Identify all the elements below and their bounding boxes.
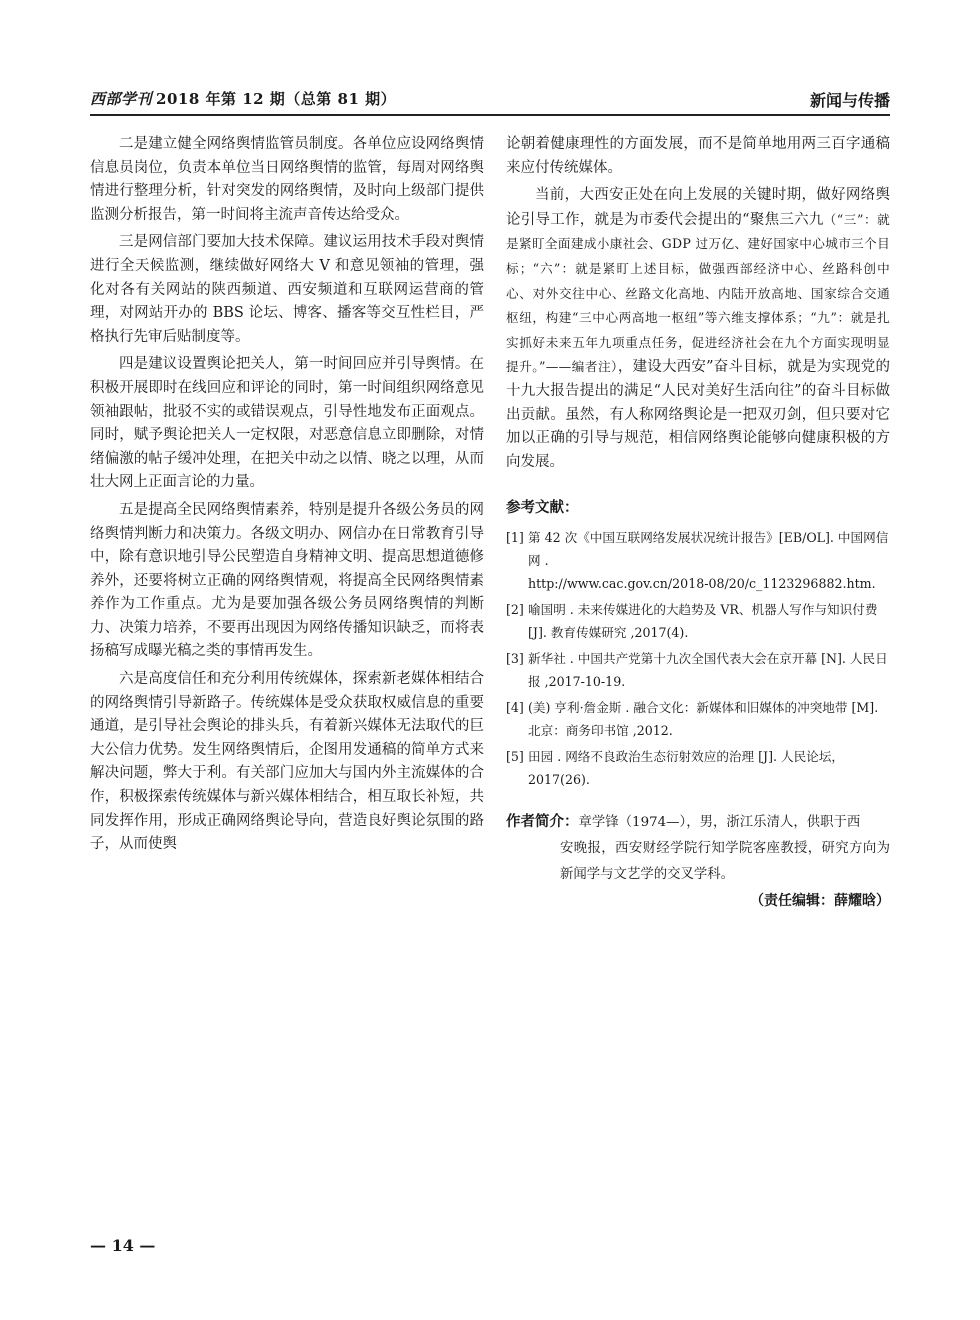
author-bio <box>506 809 890 888</box>
body-paragraph <box>506 184 890 474</box>
page-header <box>90 86 890 116</box>
reference-number: [2] <box>506 601 524 617</box>
issue-info: 2018 年第 12 期（总第 81 期） <box>156 90 397 108</box>
reference-number: [4] <box>506 699 524 715</box>
body-paragraph: 三是网信部门要加大技术保障。建议运用技术手段对舆情进行全天候监测，继续做好网络大 V 和意见领袖的管理，强化对各有关网站的陕西频道、西安频道和互联网运营商的管理，对网站开办的 BBS 论坛、博客、播客等交互性栏目，严格执行先审后贴制度等。 <box>90 234 484 345</box>
reference-text: 新华社 . 中国共产党第十九次全国代表大会在京开幕 [N]. 人民日报 ,2017-10-19. <box>528 650 888 689</box>
right-column <box>506 133 890 914</box>
paragraph-outro: ，建设大西安”奋斗目标，就是为实现党的十九大报告提出的满足“人民对美好生活向往”的奋斗目标做出贡献。虽然，有人称网络舆论是一把双刃剑，但只要对它加以正确的引导与规范，相信网络舆论能够向健康积极的方向发展。 <box>506 359 890 470</box>
left-column <box>90 133 484 861</box>
responsible-editor: （责任编辑：薛耀晗） <box>750 892 890 909</box>
body-paragraph: 六是高度信任和充分利用传统媒体，探索新老媒体相结合的网络舆情引导新路子。传统媒体是受众获取权威信息的重要通道，是引导社会舆论的排头兵，有着新兴媒体无法取代的巨大公信力优势。发生网络舆情后，企图用发通稿的简单方式来解决问题，弊大于利。有关部门应加大与国内外主流媒体的合作，积极探索传统媒体与新兴媒体相结合，相互取长补短，共同发挥作用，形成正确网络舆论导向，营造良好舆论氛围的路子，从而使舆 <box>90 671 484 853</box>
reference-number: [1] <box>506 529 524 545</box>
references-list <box>506 526 890 791</box>
page-number: — 14 — <box>90 1236 156 1255</box>
reference-item <box>506 526 890 595</box>
reference-text: (美) 亨利·詹金斯 . 融合文化：新媒体和旧媒体的冲突地带 [M]. 北京：商务印书馆 ,2012. <box>528 699 879 738</box>
reference-item <box>506 647 890 693</box>
body-paragraph: 四是建议设置舆论把关人，第一时间回应并引导舆情。在积极开展即时在线回应和评论的同时，第一时间组织网络意见领袖跟帖，批驳不实的或错误观点，引导性地发布正面观点。同时，赋予舆论把关人一定权限，对恶意信息立即删除，对情绪偏激的帖子缓冲处理，在把关中动之以情、晓之以理，从而壮大网上正面言论的力量。 <box>90 356 484 491</box>
reference-text: 第 42 次《中国互联网络发展状况统计报告》[EB/OL]. 中国网信网 . <box>528 529 889 568</box>
reference-url: http://www.cac.gov.cn/2018-08/20/c_1123296882.htm. <box>528 575 876 591</box>
body-paragraph: 二是建立健全网络舆情监管员制度。各单位应设网络舆情信息员岗位，负责本单位当日网络舆情的监管，每周对网络舆情进行整理分析，针对突发的网络舆情，及时向上级部门提供监测分析报告，第一时间将主流声音传达给受众。 <box>90 136 484 223</box>
reference-item <box>506 696 890 742</box>
journal-issue <box>90 88 396 109</box>
body-paragraph: 五是提高全民网络舆情素养，特别是提升各级公务员的网络舆情判断力和决策力。各级文明办、网信办在日常教育引导中，除有意识地引导公民塑造自身精神文明、提高思想道德修养外，还要将树立正确的网络舆情观，将提高全民网络舆情素养作为工作重点。尤为是要加强各级公务员网络舆情的判断力、决策力培养，不要再出现因为网络传播知识缺乏，而将表扬稿写成曝光稿之类的事情再发生。 <box>90 501 484 660</box>
reference-text: 田园 . 网络不良政治生态衍射效应的治理 [J]. 人民论坛，2017(26). <box>528 748 844 787</box>
journal-logo: 西部学刊 <box>90 90 153 108</box>
reference-item <box>506 598 890 644</box>
section-title: 新闻与传播 <box>809 91 890 110</box>
author-line-continued: 安晚报，西安财经学院行知学院客座教授，研究方向为新闻学与文艺学的交叉学科。 <box>560 840 890 882</box>
reference-item <box>506 745 890 791</box>
author-line: 章学锋（1974—），男，浙江乐清人，供职于西 <box>578 814 861 830</box>
author-label: 作者简介： <box>506 812 579 830</box>
reference-number: [5] <box>506 748 524 764</box>
paragraph-intro: 当前，大西安正处在向上发展的关键时期，做好网络舆论引导工作，就是为市委代会提出的“聚焦三六九 <box>506 187 890 228</box>
continued-paragraph: 论朝着健康理性的方面发展，而不是简单地用两三百字通稿来应付传统媒体。 <box>506 136 890 176</box>
reference-text: 喻国明 . 未来传媒进化的大趋势及 VR、机器人写作与知识付费 [J]. 教育传媒研究 ,2017(4). <box>528 601 878 640</box>
references-title: 参考文献： <box>506 499 579 517</box>
editor-note: （“三”：就是紧盯全面建成小康社会、GDP 过万亿、建好国家中心城市三个目标；“六”：就是紧盯上述目标，做强西部经济中心、丝路科创中心、对外交往中心、丝路文化高地、内陆开放高地、国家综合交通枢纽，构建“三中心两高地一枢纽”等六维支撑体系；“九”：就是扎实抓好未来五年九项重点任务，促进经济社会在九个方面实现明显提升。”——编者注） <box>506 211 890 375</box>
reference-number: [3] <box>506 650 524 666</box>
